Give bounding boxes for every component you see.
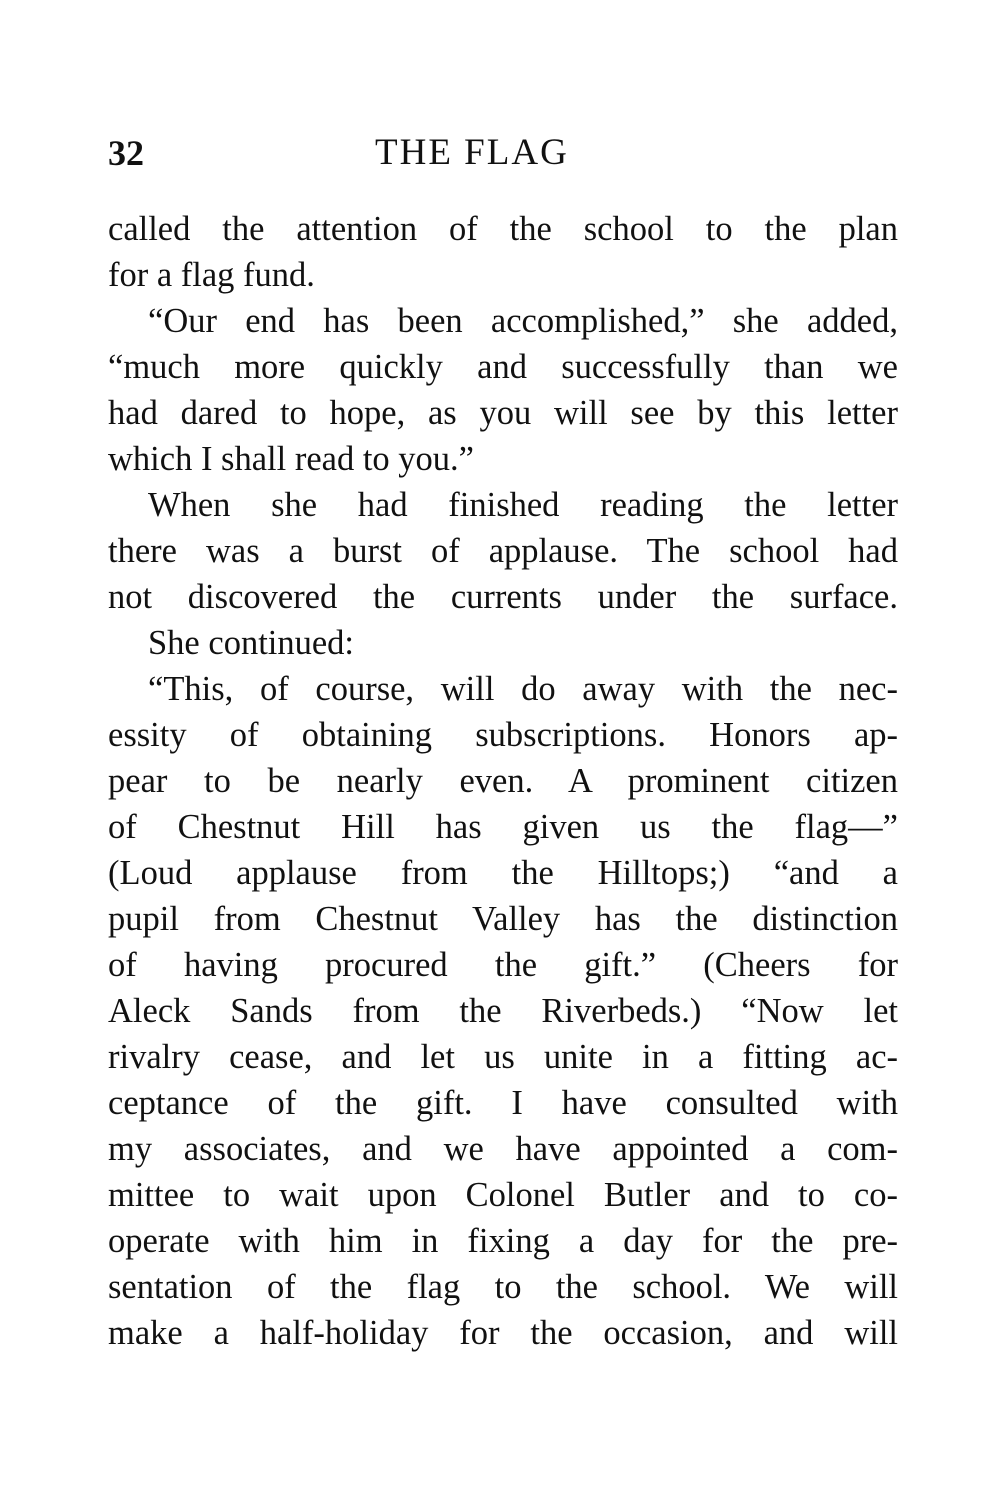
text-line: which I shall read to you.” (108, 440, 474, 478)
text-line: make a half-holiday for the occasion, and will (108, 1314, 898, 1352)
page-number: 32 (108, 133, 144, 173)
text-line: of having procured the gift.” (Cheers for (108, 946, 898, 984)
text-line: of Chestnut Hill has given us the flag—” (108, 808, 898, 846)
text-line: “This, of course, will do away with the nec- (148, 670, 898, 708)
body-text (108, 206, 898, 1356)
text-line: “Our end has been accomplished,” she added, (148, 302, 898, 340)
text-line: mittee to wait upon Colonel Butler and to co- (108, 1176, 898, 1214)
text-line: rivalry cease, and let us unite in a fitting ac- (108, 1038, 898, 1076)
running-title: THE FLAG (375, 132, 569, 173)
text-line: essity of obtaining subscriptions. Honors ap- (108, 716, 898, 754)
text-line: my associates, and we have appointed a com- (108, 1130, 898, 1168)
text-line: “much more quickly and successfully than we (108, 348, 898, 386)
text-line: operate with him in fixing a day for the pre- (108, 1222, 898, 1260)
text-line: She continued: (148, 624, 355, 662)
text-line: not discovered the currents under the surface. (108, 578, 898, 616)
text-line: (Loud applause from the Hilltops;) “and a (108, 854, 898, 892)
text-line: pupil from Chestnut Valley has the distinction (108, 900, 898, 938)
text-line: there was a burst of applause. The school had (108, 532, 898, 570)
text-line: for a flag fund. (108, 256, 315, 294)
text-line: ceptance of the gift. I have consulted with (108, 1084, 898, 1122)
text-line: When she had finished reading the letter (148, 486, 898, 524)
text-line: had dared to hope, as you will see by this letter (108, 394, 898, 432)
running-head (108, 128, 898, 178)
text-line: sentation of the flag to the school. We will (108, 1268, 898, 1306)
text-line: Aleck Sands from the Riverbeds.) “Now let (108, 992, 898, 1030)
text-line: called the attention of the school to the plan (108, 210, 898, 248)
text-line: pear to be nearly even. A prominent citizen (108, 762, 898, 800)
